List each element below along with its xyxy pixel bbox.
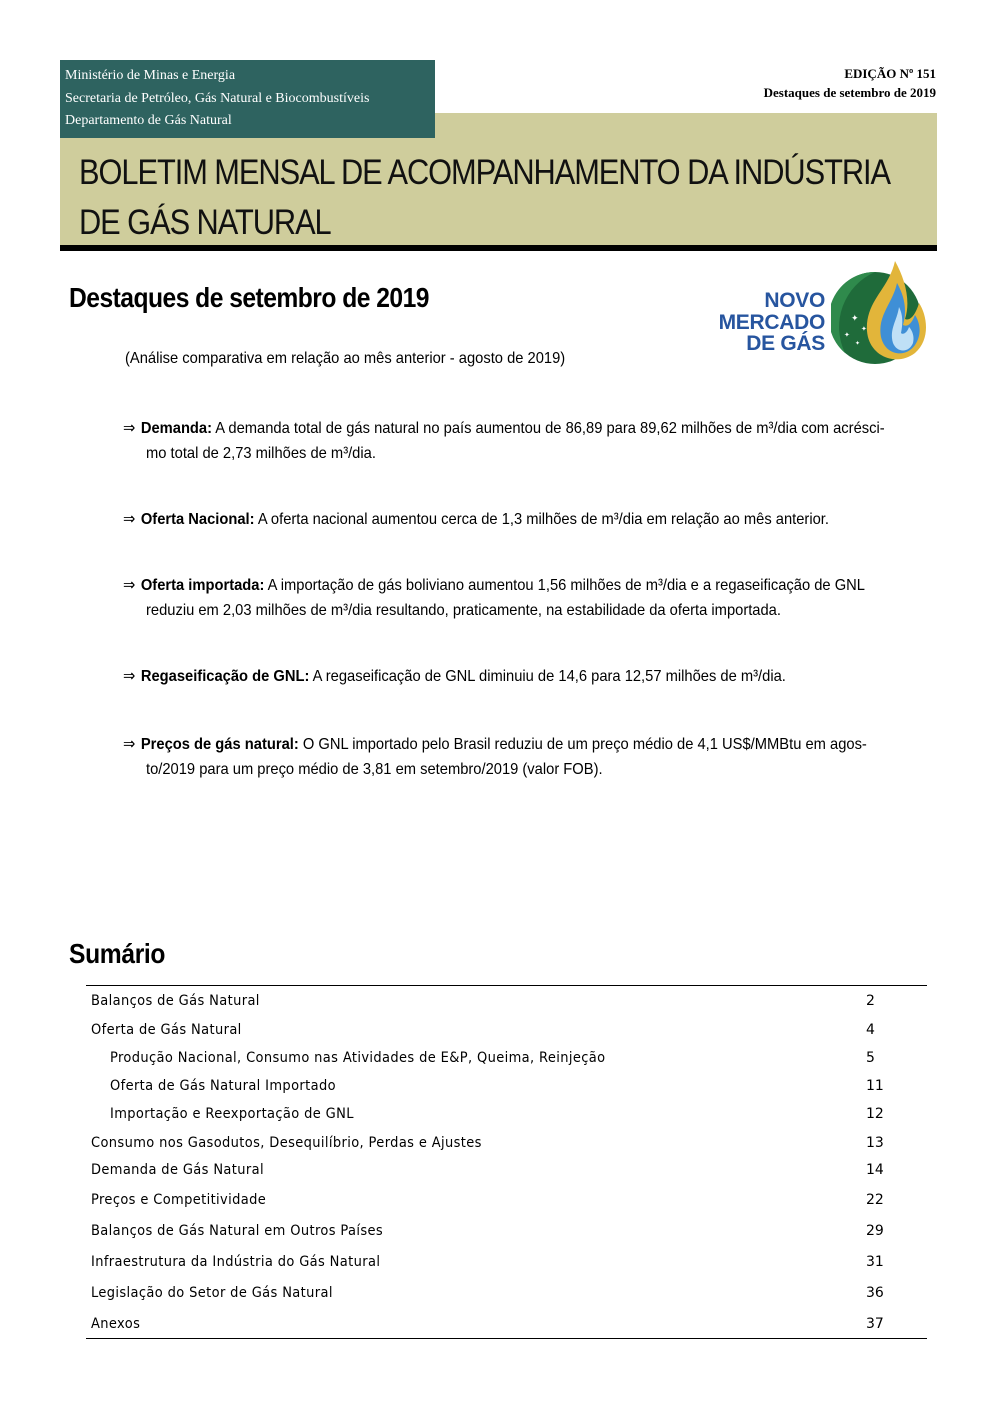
toc-label[interactable]: Balanços de Gás Natural em Outros Países (91, 1223, 384, 1239)
title-line-1: BOLETIM MENSAL DE ACOMPANHAMENTO DA INDÚSTRIA (79, 153, 891, 192)
highlight-text: A importação de gás boliviano aumentou 1,56 milhões de m³/dia e a regaseificação de GNL (267, 577, 865, 594)
toc-subentry[interactable] (110, 1104, 910, 1124)
svg-text:✦: ✦ (851, 314, 859, 324)
toc-page-number: 29 (866, 1223, 884, 1239)
highlight-item (123, 506, 923, 532)
highlights-heading: Destaques de setembro de 2019 (69, 282, 429, 313)
toc-page-number: 31 (866, 1254, 884, 1270)
comparison-note: (Análise comparativa em relação ao mês anterior - agosto de 2019) (125, 350, 566, 367)
department-line: Departamento de Gás Natural (65, 113, 232, 128)
highlight-text: A demanda total de gás natural no país aumentou de 86,89 para 89,62 milhões de m³/dia com acrésci- (215, 420, 885, 437)
highlight-item (123, 572, 923, 623)
implies-arrow-icon: ⇒ (123, 418, 136, 437)
implies-arrow-icon: ⇒ (123, 666, 136, 685)
implies-arrow-icon: ⇒ (123, 575, 136, 594)
novo-mercado-de-gas-logo (705, 259, 930, 371)
toc-subentry[interactable] (110, 1048, 910, 1068)
globe-flame-icon (831, 259, 931, 371)
toc-page-number: 12 (866, 1106, 884, 1122)
toc-page-number: 36 (866, 1285, 884, 1301)
toc-label[interactable]: Legislação do Setor de Gás Natural (91, 1285, 333, 1301)
title-line-2: DE GÁS NATURAL (79, 203, 331, 242)
toc-label[interactable]: Importação e Reexportação de GNL (110, 1106, 354, 1122)
toc-label[interactable]: Preços e Competitividade (91, 1192, 267, 1208)
toc-label[interactable]: Demanda de Gás Natural (91, 1162, 264, 1178)
highlight-item (123, 663, 923, 689)
highlight-item (123, 415, 923, 466)
highlight-text-cont: mo total de 2,73 milhões de m³/dia. (146, 445, 376, 462)
toc-entry[interactable] (91, 1190, 891, 1210)
toc-page-number: 11 (866, 1078, 884, 1094)
edition-number: EDIÇÃO Nº 151 (844, 66, 936, 81)
highlight-text: A oferta nacional aumentou cerca de 1,3 milhões de m³/dia em relação ao mês anterior. (257, 511, 829, 528)
toc-entry[interactable] (91, 991, 891, 1011)
edition-block (764, 64, 936, 102)
ministry-line: Ministério de Minas e Energia (65, 68, 236, 83)
svg-text:✦: ✦ (855, 340, 861, 347)
highlight-text-cont: reduziu em 2,03 milhões de m³/dia resultando, praticamente, na estabilidade da oferta importada. (146, 602, 781, 619)
highlight-label: Oferta importada: (140, 577, 265, 594)
summary-bottom-rule (86, 1338, 927, 1339)
toc-page-number: 5 (866, 1050, 875, 1066)
highlight-text: A regaseificação de GNL diminuiu de 14,6 para 12,57 milhões de m³/dia. (312, 668, 786, 685)
svg-text:✦: ✦ (844, 331, 850, 339)
toc-page-number: 2 (866, 993, 875, 1009)
toc-label[interactable]: Produção Nacional, Consumo nas Atividades de E&P, Queima, Reinjeção (110, 1050, 606, 1066)
toc-entry[interactable] (91, 1160, 891, 1180)
highlight-label: Regaseificação de GNL: (140, 668, 310, 685)
edition-subtitle: Destaques de setembro de 2019 (763, 85, 936, 100)
toc-label[interactable]: Balanços de Gás Natural (91, 993, 260, 1009)
highlight-label: Oferta Nacional: (140, 511, 255, 528)
implies-arrow-icon: ⇒ (123, 509, 136, 528)
toc-entry[interactable] (91, 1283, 891, 1303)
logo-text-1: NOVO (764, 289, 825, 312)
highlight-label: Preços de gás natural: (140, 736, 299, 753)
highlight-item (123, 731, 923, 782)
page-title (79, 148, 891, 248)
highlight-label: Demanda: (140, 420, 213, 437)
secretariat-line: Secretaria de Petróleo, Gás Natural e Biocombustíveis (65, 90, 370, 106)
toc-label[interactable]: Consumo nos Gasodutos, Desequilíbrio, Perdas e Ajustes (91, 1135, 482, 1151)
toc-label[interactable]: Infraestrutura da Indústria do Gás Natural (91, 1254, 381, 1270)
summary-heading: Sumário (69, 938, 166, 969)
logo-text-3: DE GÁS (746, 332, 825, 355)
toc-page-number: 22 (866, 1192, 884, 1208)
toc-entry[interactable] (91, 1133, 891, 1153)
toc-page-number: 37 (866, 1316, 884, 1332)
toc-page-number: 13 (866, 1135, 884, 1151)
ministry-box (60, 60, 435, 138)
toc-label[interactable]: Anexos (91, 1316, 141, 1332)
toc-entry[interactable] (91, 1252, 891, 1272)
implies-arrow-icon: ⇒ (123, 734, 136, 753)
toc-label[interactable]: Oferta de Gás Natural (91, 1022, 242, 1038)
logo-text-2: MERCADO (718, 311, 825, 334)
toc-entry[interactable] (91, 1221, 891, 1241)
svg-text:✦: ✦ (861, 325, 867, 333)
highlight-text: O GNL importado pelo Brasil reduziu de um preço médio de 4,1 US$/MMBtu em agos- (302, 736, 867, 753)
toc-label[interactable]: Oferta de Gás Natural Importado (110, 1078, 336, 1094)
summary-top-rule (86, 985, 927, 986)
toc-page-number: 14 (866, 1162, 884, 1178)
toc-subentry[interactable] (110, 1076, 910, 1096)
toc-page-number: 4 (866, 1022, 875, 1038)
highlight-text-cont: to/2019 para um preço médio de 3,81 em setembro/2019 (valor FOB). (146, 761, 603, 778)
toc-entry[interactable] (91, 1314, 891, 1334)
toc-entry[interactable] (91, 1020, 891, 1040)
